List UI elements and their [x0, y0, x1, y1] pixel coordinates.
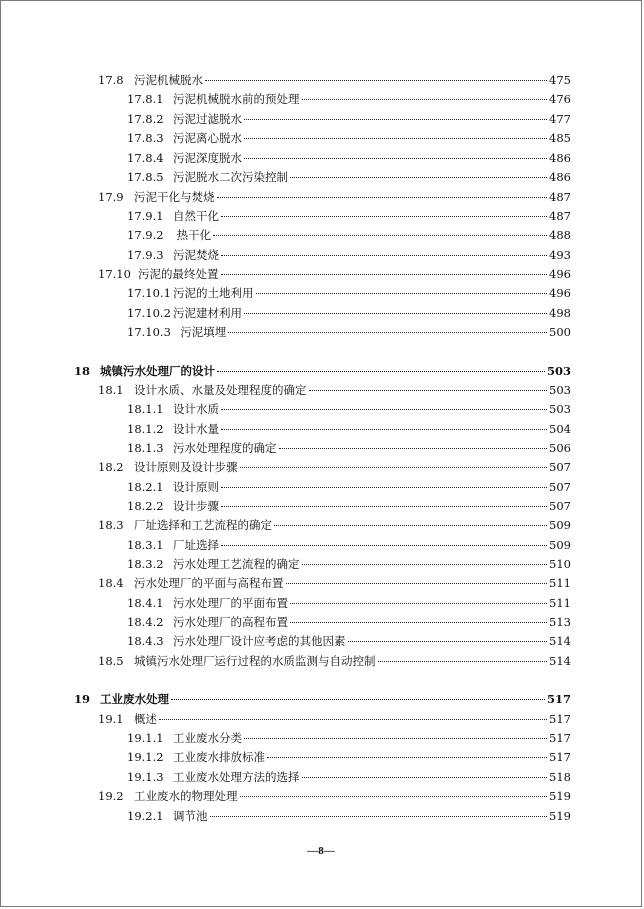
dot-leader	[221, 506, 547, 507]
toc-entry-title: 设计原则	[173, 480, 219, 494]
toc-entry[interactable]	[127, 634, 571, 648]
dot-leader	[348, 641, 548, 642]
dot-leader	[240, 467, 548, 468]
toc-entry-title: 污水处理工艺流程的确定	[173, 557, 300, 571]
toc-entry-title: 自然干化	[173, 209, 219, 223]
dot-leader	[221, 487, 547, 488]
toc-entry[interactable]	[127, 306, 571, 320]
toc-entry[interactable]	[127, 209, 571, 223]
toc-entry[interactable]	[127, 538, 571, 552]
toc-entry-page: 509	[549, 538, 571, 552]
toc-entry-number: 18.2.2	[127, 499, 164, 513]
toc-entry-number: 18	[74, 364, 91, 378]
toc-entry-title: 污水处理厂的高程布置	[173, 615, 288, 629]
toc-entry-page: 496	[549, 286, 571, 300]
toc-entry-page: 509	[549, 518, 571, 532]
dot-leader	[213, 235, 547, 236]
toc-entry-number: 18.3.2	[127, 557, 164, 571]
dot-leader	[274, 525, 547, 526]
toc-entry-title: 热干化	[173, 228, 212, 242]
toc-entry[interactable]	[98, 383, 571, 397]
toc-entry-number: 19.1.3	[127, 770, 164, 784]
toc-entry[interactable]	[98, 654, 571, 668]
dot-leader	[205, 80, 547, 81]
dot-leader	[244, 158, 547, 159]
toc-entry-number: 19.1.2	[127, 750, 164, 764]
toc-entry-number: 18.4.1	[127, 596, 164, 610]
toc-entry-page: 475	[549, 73, 571, 87]
dot-leader	[228, 332, 547, 333]
dot-leader	[267, 757, 547, 758]
dot-leader	[378, 661, 548, 662]
toc-entry-number: 17.10.3	[127, 325, 171, 339]
toc-entry-title: 污泥填埋	[173, 325, 227, 339]
toc-entry[interactable]	[127, 248, 571, 262]
toc-entry-title: 设计水质、水量及处理程度的确定	[134, 383, 307, 397]
toc-entry-number: 17.9.1	[127, 209, 164, 223]
toc-entry-number: 18.3	[98, 518, 124, 532]
toc-entry[interactable]	[127, 422, 571, 436]
toc-entry[interactable]	[74, 364, 571, 378]
toc-entry-title: 污泥干化与焚烧	[134, 190, 215, 204]
toc-entry-number: 17.8.2	[127, 112, 164, 126]
dot-leader	[256, 293, 548, 294]
dot-leader	[302, 99, 548, 100]
dot-leader	[221, 274, 548, 275]
toc-entry[interactable]	[127, 770, 571, 784]
dot-leader	[171, 699, 545, 700]
toc-entry-page: 517	[549, 712, 571, 726]
dot-leader	[302, 777, 548, 778]
toc-entry-page: 517	[549, 750, 571, 764]
toc-entry-page: 486	[549, 151, 571, 165]
toc-entry[interactable]	[127, 750, 571, 764]
toc-entry-number: 18.2.1	[127, 480, 164, 494]
toc-entry[interactable]	[127, 731, 571, 745]
dot-leader	[221, 216, 547, 217]
toc-entry-page: 476	[549, 92, 571, 106]
dot-leader	[221, 429, 547, 430]
toc-entry-title: 污水处理程度的确定	[173, 441, 277, 455]
dot-leader	[159, 719, 547, 720]
toc-entry-page: 511	[549, 596, 571, 610]
toc-entry-page: 507	[549, 480, 571, 494]
toc-entry[interactable]	[127, 499, 571, 513]
toc-entry[interactable]	[74, 692, 571, 706]
dot-leader	[302, 564, 548, 565]
toc-entry-number: 18.1.3	[127, 441, 164, 455]
toc-entry-number: 19	[74, 692, 91, 706]
toc-entry-title: 工业废水分类	[173, 731, 242, 745]
dot-leader	[290, 177, 547, 178]
toc-entry[interactable]	[98, 576, 571, 590]
dot-leader	[309, 390, 548, 391]
toc-entry-page: 493	[549, 248, 571, 262]
toc-entry[interactable]	[127, 92, 571, 106]
toc-entry[interactable]	[98, 789, 571, 803]
toc-entry-page: 485	[549, 131, 571, 145]
dot-leader	[244, 138, 547, 139]
toc-entry-title: 设计水量	[173, 422, 219, 436]
toc-entry-title: 厂址选择和工艺流程的确定	[134, 518, 272, 532]
toc-entry-page: 503	[549, 383, 571, 397]
toc-entry-number: 18.4	[98, 576, 124, 590]
toc-entry-title: 污泥机械脱水	[134, 73, 203, 87]
toc-entry-page: 517	[546, 692, 571, 706]
dot-leader	[240, 796, 548, 797]
toc-entry-page: 486	[549, 170, 571, 184]
toc-entry-page: 517	[549, 731, 571, 745]
toc-entry-page: 506	[549, 441, 571, 455]
toc-entry-number: 17.9.3	[127, 248, 164, 262]
toc-entry[interactable]	[127, 228, 571, 242]
toc-entry[interactable]	[98, 73, 571, 87]
toc-entry-title: 设计原则及设计步骤	[134, 460, 238, 474]
toc-entry-number: 19.2.1	[127, 809, 164, 823]
toc-entry-title: 污泥过滤脱水	[173, 112, 242, 126]
toc-entry-title: 调节池	[173, 809, 208, 823]
toc-entry-page: 519	[549, 809, 571, 823]
toc-entry-title: 工业废水排放标准	[173, 750, 265, 764]
toc-entry-number: 18.1.1	[127, 402, 164, 416]
page-number: —8—	[307, 845, 335, 857]
toc-entry-number: 17.8.3	[127, 131, 164, 145]
dot-leader	[244, 119, 547, 120]
toc-entry-title: 污泥建材利用	[173, 306, 242, 320]
toc-entry-number: 18.1	[98, 383, 124, 397]
toc-entry-title: 污水处理厂的平面与高程布置	[134, 576, 284, 590]
toc-entry[interactable]	[127, 325, 571, 339]
toc-entry-page: 500	[549, 325, 571, 339]
toc-entry-page: 513	[549, 615, 571, 629]
dot-leader	[221, 255, 547, 256]
dot-leader	[244, 738, 547, 739]
toc-entry[interactable]	[98, 460, 571, 474]
toc-entry-page: 514	[549, 634, 571, 648]
toc-entry-title: 城镇污水处理厂运行过程的水质监测与自动控制	[134, 654, 376, 668]
dot-leader	[286, 583, 548, 584]
dot-leader	[279, 448, 548, 449]
toc-entry-page: 507	[549, 460, 571, 474]
toc-entry-page: 507	[549, 499, 571, 513]
toc-entry[interactable]	[127, 615, 571, 629]
toc-entry-title: 厂址选择	[173, 538, 219, 552]
toc-entry-title: 污泥的土地利用	[173, 286, 254, 300]
toc-entry-title: 污泥离心脱水	[173, 131, 242, 145]
toc-entry-title: 工业废水处理	[100, 692, 169, 706]
toc-entry[interactable]	[127, 557, 571, 571]
toc-entry-title: 污泥脱水二次污染控制	[173, 170, 288, 184]
dot-leader	[290, 603, 547, 604]
toc-entry-title: 污泥机械脱水前的预处理	[173, 92, 300, 106]
toc-entry-number: 18.2	[98, 460, 124, 474]
toc-entry[interactable]	[127, 151, 571, 165]
toc-entry-title: 污水处理厂的平面布置	[173, 596, 288, 610]
toc-entry-title: 污泥焚烧	[173, 248, 219, 262]
toc-entry[interactable]	[127, 480, 571, 494]
toc-entry[interactable]	[127, 441, 571, 455]
toc-entry-title: 概述	[134, 712, 157, 726]
toc-entry[interactable]	[98, 518, 571, 532]
toc-entry[interactable]	[98, 190, 571, 204]
toc-entry-page: 511	[549, 576, 571, 590]
toc-entry-page: 487	[549, 209, 571, 223]
toc-entry[interactable]	[127, 170, 571, 184]
toc-entry-page: 488	[549, 228, 571, 242]
toc-entry-number: 19.1	[98, 712, 124, 726]
toc-entry-number: 18.5	[98, 654, 124, 668]
toc-entry-number: 17.8.5	[127, 170, 164, 184]
dot-leader	[217, 371, 545, 372]
toc-entry-page: 496	[549, 267, 571, 281]
toc-entry-title: 污泥深度脱水	[173, 151, 242, 165]
toc-entry-title: 工业废水的物理处理	[134, 789, 238, 803]
dot-leader	[221, 409, 547, 410]
toc-entry-number: 17.10.2	[127, 306, 171, 320]
toc-entry-number: 19.1.1	[127, 731, 164, 745]
toc-entry[interactable]	[127, 286, 571, 300]
toc-entry-title: 设计水质	[173, 402, 219, 416]
toc-entry[interactable]	[127, 596, 571, 610]
toc-entry-number: 17.9.2	[127, 228, 164, 242]
dot-leader	[221, 545, 547, 546]
toc-entry-title: 污泥的最终处置	[138, 267, 219, 281]
toc-entry-page: 514	[549, 654, 571, 668]
dot-leader	[244, 313, 547, 314]
toc-entry-number: 17.9	[98, 190, 124, 204]
toc-entry-number: 19.2	[98, 789, 124, 803]
toc-entry-number: 18.4.3	[127, 634, 164, 648]
toc-entry-number: 18.4.2	[127, 615, 164, 629]
toc-entry-number: 17.8.1	[127, 92, 164, 106]
toc-entry[interactable]	[127, 809, 571, 823]
dot-leader	[217, 197, 548, 198]
toc-entry-title: 设计步骤	[173, 499, 219, 513]
toc-entry[interactable]	[98, 712, 571, 726]
toc-entry-number: 17.8.4	[127, 151, 164, 165]
dot-leader	[290, 622, 547, 623]
toc-entry-number: 18.1.2	[127, 422, 164, 436]
toc-entry-page: 518	[549, 770, 571, 784]
toc-entry-number: 17.10.1	[127, 286, 171, 300]
toc-entry-page: 510	[549, 557, 571, 571]
toc-entry-title: 污水处理厂设计应考虑的其他因素	[173, 634, 346, 648]
toc-entry-page: 519	[549, 789, 571, 803]
toc-entry[interactable]	[127, 131, 571, 145]
toc-entry[interactable]	[98, 267, 571, 281]
dot-leader	[210, 816, 548, 817]
toc-entry-number: 17.10	[98, 267, 131, 281]
toc-entry-page: 477	[549, 112, 571, 126]
toc-entry-page: 503	[546, 364, 571, 378]
toc-entry[interactable]	[127, 402, 571, 416]
toc-entry-page: 487	[549, 190, 571, 204]
toc-entry-page: 498	[549, 306, 571, 320]
toc-entry-number: 17.8	[98, 73, 124, 87]
toc-entry-page: 503	[549, 402, 571, 416]
toc-entry-number: 18.3.1	[127, 538, 164, 552]
toc-entry-title: 城镇污水处理厂的设计	[100, 364, 215, 378]
toc-entry-title: 工业废水处理方法的选择	[173, 770, 300, 784]
toc-entry[interactable]	[127, 112, 571, 126]
toc-entry-page: 504	[549, 422, 571, 436]
